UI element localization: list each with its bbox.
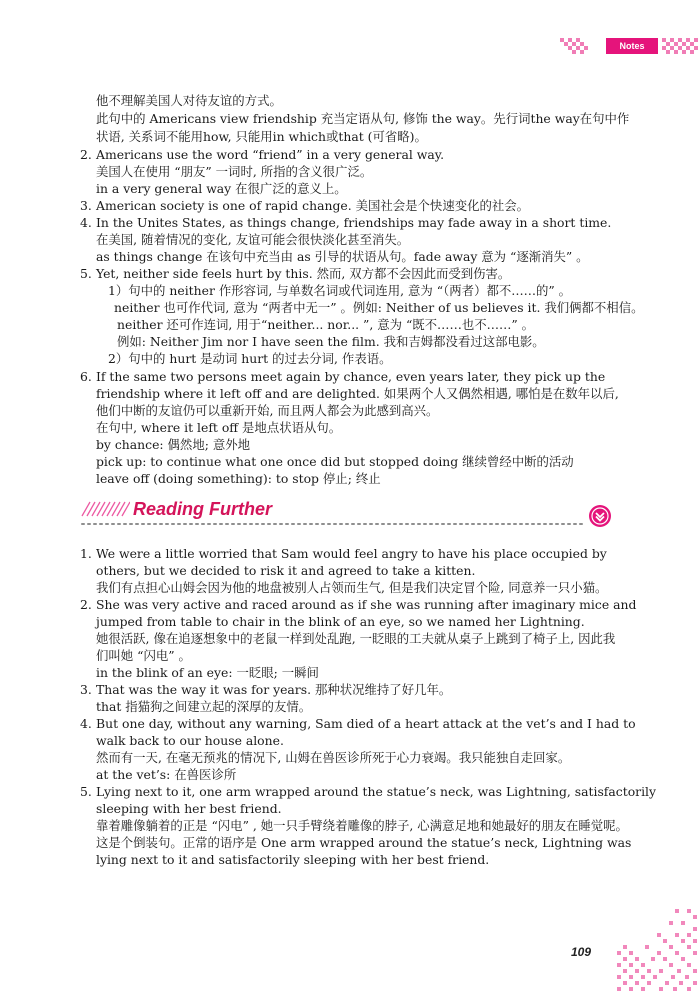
- note-5-line-2: 1）句中的 neither 作形容词, 与单数名词或代词连用, 意为 “（两者）都不……的” 。: [108, 283, 572, 298]
- section-dotted-rule: [80, 522, 588, 526]
- note-4-line-3: as things change 在该句中充当由 as 引导的状语从句。fade away 意为 “逐渐消失” 。: [96, 249, 589, 264]
- notes-tab: Notes: [606, 38, 658, 54]
- reading-5-line-3: 靠着雕像躺着的正是 “闪电” , 她一只手臂绕着雕像的脖子, 心满意足地和她最好的朋友在睡觉呢。: [96, 818, 628, 833]
- reading-4-number: 4.: [80, 716, 92, 731]
- page-number: 109: [571, 945, 592, 959]
- footer-checker-pattern: [615, 905, 700, 996]
- note-6-line-2: friendship where it left off and are delighted. 如果两个人又偶然相遇, 哪怕是在数年以后,: [96, 386, 619, 401]
- note-6-line-4: 在句中, where it left off 是地点状语从句。: [96, 420, 342, 435]
- note-5-number: 5.: [80, 266, 92, 281]
- reading-4-line-1: But one day, without any warning, Sam died of a heart attack at the vet’s and I had to: [96, 716, 636, 731]
- reading-1-line-1: We were a little worried that Sam would feel angry to have his place occupied by: [96, 546, 607, 561]
- note-6-number: 6.: [80, 369, 92, 384]
- reading-4-line-2: walk back to our house alone.: [96, 733, 284, 748]
- reading-3-line-1: That was the way it was for years. 那种状况维持了好几年。: [96, 682, 452, 697]
- reading-2-line-4: 们叫她 “闪电” 。: [96, 648, 191, 663]
- reading-2-line-5: in the blink of an eye: 一眨眼; 一瞬间: [96, 665, 319, 680]
- note-6-line-3: 他们中断的友谊仍可以重新开始, 而且两人都会为此感到高兴。: [96, 403, 439, 418]
- note-2-line-2: 美国人在使用 “朋友” 一词时, 所指的含义很广泛。: [96, 164, 373, 179]
- note-2-number: 2.: [80, 147, 92, 162]
- note-6-line-5: by chance: 偶然地; 意外地: [96, 437, 250, 452]
- section-slash-decoration: [80, 500, 130, 518]
- reading-4-line-3: 然而有一天, 在毫无预兆的情况下, 山姆在兽医诊所死于心力衰竭。我只能独自走回家。: [96, 750, 571, 765]
- reading-2-number: 2.: [80, 597, 92, 612]
- note-2-line-1: Americans use the word “friend” in a very general way.: [96, 147, 445, 162]
- reading-5-line-5: lying next to it and satisfactorily sleeping with her best friend.: [96, 852, 490, 867]
- note-6-line-6: pick up: to continue what one once did but stopped doing 继续曾经中断的活动: [96, 454, 574, 469]
- note-4-number: 4.: [80, 215, 92, 230]
- reading-2-line-1: She was very active and raced around as if she was running after imaginary mice and: [96, 597, 637, 612]
- note-4-line-2: 在美国, 随着情况的变化, 友谊可能会很快淡化甚至消失。: [96, 232, 410, 247]
- chevron-down-icon: [588, 504, 612, 528]
- note-3-line-1: American society is one of rapid change. 美国社会是个快速变化的社会。: [96, 198, 530, 213]
- note-5-line-1: Yet, neither side feels hurt by this. 然而, 双方都不会因此而受到伤害。: [96, 266, 511, 281]
- reading-1-line-2: others, but we decided to risk it and agreed to take a kitten.: [96, 563, 476, 578]
- note-5-line-5: 例如: Neither Jim nor I have seen the film. 我和吉姆都没看过这部电影。: [117, 334, 545, 349]
- note-5-line-4: neither 还可作连词, 用于“neither... nor... ”, 意为 “既不……也不……” 。: [117, 317, 535, 332]
- note-5-line-3: neither 也可作代词, 意为 “两者中无一” 。例如: Neither of us believes it. 我们俩都不相信。: [114, 300, 644, 315]
- reading-2-line-3: 她很活跃, 像在追逐想象中的老鼠一样到处乱跑, 一眨眼的工夫就从桌子上跳到了椅子上, 因此我: [96, 631, 616, 646]
- note-2-line-3: in a very general way 在很广泛的意义上。: [96, 181, 347, 196]
- note-6-line-1: If the same two persons meet again by chance, even years later, they pick up the: [96, 369, 606, 384]
- reading-1-line-3: 我们有点担心山姆会因为他的地盘被别人占领而生气, 但是我们决定冒个险, 同意养一只小猫。: [96, 580, 608, 595]
- reading-3-number: 3.: [80, 682, 92, 697]
- reading-3-line-2: that 指猫狗之间建立起的深厚的友情。: [96, 699, 312, 714]
- note-3-number: 3.: [80, 198, 92, 213]
- reading-1-number: 1.: [80, 546, 92, 561]
- note-5-line-6: 2）句中的 hurt 是动词 hurt 的过去分词, 作表语。: [108, 351, 392, 366]
- reading-5-line-2: sleeping with her best friend.: [96, 801, 282, 816]
- reading-4-line-4: at the vet’s: 在兽医诊所: [96, 767, 237, 782]
- note-1-line-2: 此句中的 Americans view friendship 充当定语从句, 修饰 the way。先行词the way在句中作: [96, 111, 630, 126]
- section-title: Reading Further: [133, 499, 273, 519]
- reading-2-line-2: jumped from table to chair in the blink of an eye, so we named her Lightning.: [96, 614, 585, 629]
- reading-5-line-1: Lying next to it, one arm wrapped around the statue’s neck, was Lightning, satisfactorily: [96, 784, 657, 799]
- note-1-line-1: 他不理解美国人对待友谊的方式。: [96, 93, 282, 108]
- reading-5-number: 5.: [80, 784, 92, 799]
- note-6-line-7: leave off (doing something): to stop 停止; 终止: [96, 471, 381, 486]
- note-1-line-3: 状语, 关系词不能用how, 只能用in which或that (可省略)。: [96, 129, 427, 144]
- note-4-line-1: In the Unites States, as things change, friendships may fade away in a short time.: [96, 215, 612, 230]
- reading-5-line-4: 这是个倒装句。正常的语序是 One arm wrapped around the statue’s neck, Lightning was: [96, 835, 632, 850]
